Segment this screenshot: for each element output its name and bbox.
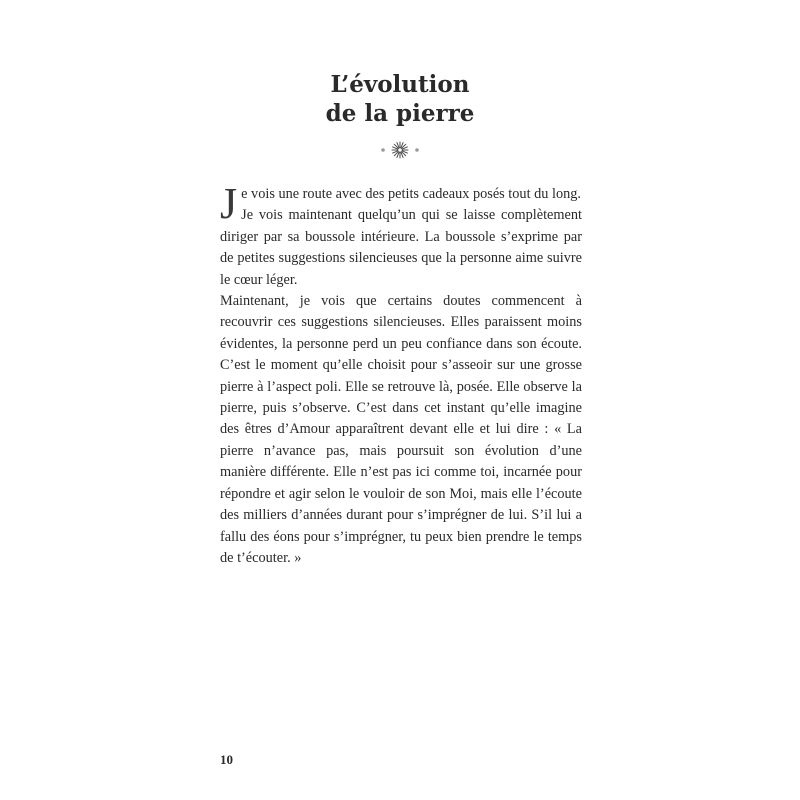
sunburst-ornament-icon [377,140,423,160]
chapter-body [220,179,582,569]
drop-cap: J [220,179,238,228]
paragraph-1 [220,179,582,228]
paragraph-3: Maintenant, je vois que certains doutes commencent à recouvrir ces suggestions silencieuses. Elles paraissent moins évidentes, la personne perd un peu confiance dans son écoute. C’est le moment qu’elle choisit pour s’asseoir sur une grosse pierre à l’aspect poli. Elle se retrouve là, posée. Elle observe la pierre, puis s’observe. C’est dans cet instant qu’elle imagine des êtres d’Amour apparaîtrent devant elle et lui dire : « La pierre n’avance pas, mais poursuit son évolution d’une manière différente. Elle n’est pas ici comme toi, incarnée pour répondre et agir selon le vouloir de son Moi, mais elle l’écoute des milliers d’années durant pour s’imprégner de lui. S’il lui a fallu des éons pour s’imprégner, tu peux bien prendre le temps de t’écouter. » [220,293,582,566]
chapter-title-line-2: de la pierre [325,100,475,127]
paragraph-2: Je vois maintenant quelqu’un qui se laisse complètement diriger par sa boussole intérieure. La boussole s’exprime par de petites suggestions silencieuses que la personne aime suivre le cœur léger. [220,207,582,288]
chapter-title [0,70,800,128]
page-number: 10 [220,752,233,767]
paragraph-1-text: e vois une route avec des petits cadeaux posés tout du long. [241,186,581,202]
chapter-title-line-1: L’évolution [330,71,470,98]
